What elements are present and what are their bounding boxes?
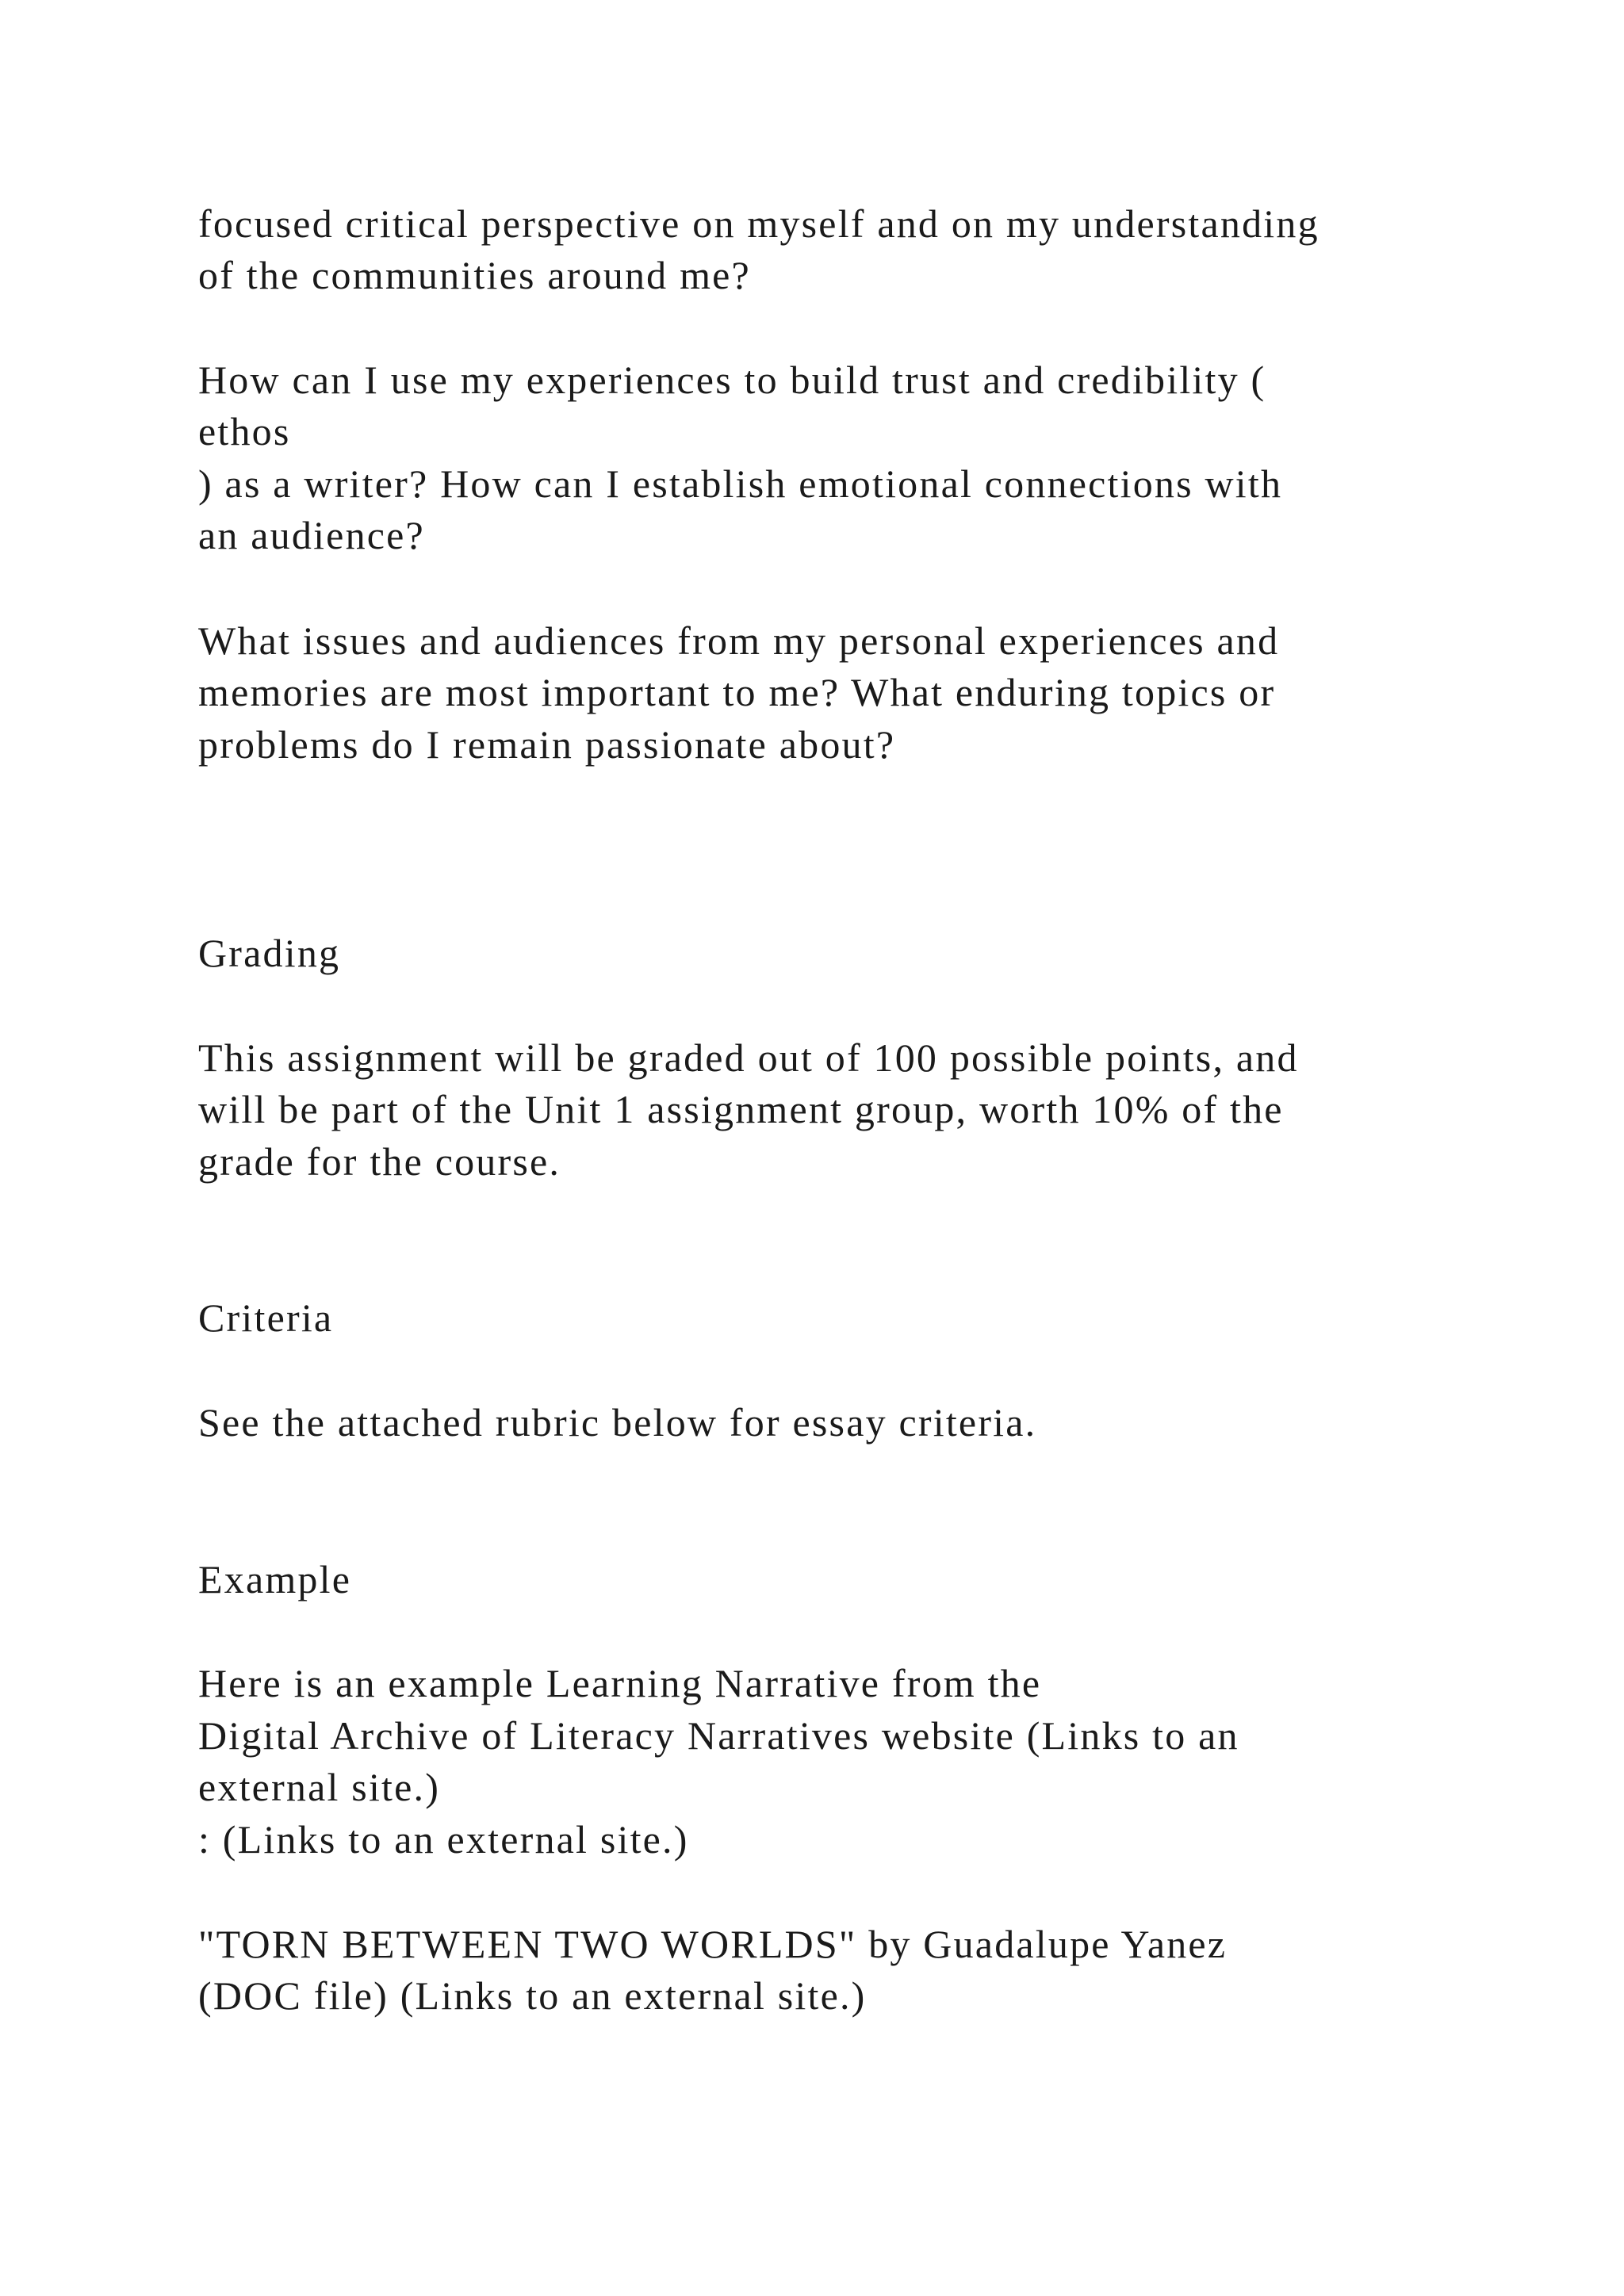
example-link-archive[interactable]: Digital Archive of Literacy Narratives website (Links to an	[198, 1713, 1239, 1758]
example-line-4[interactable]: : (Links to an external site.)	[198, 1817, 689, 1862]
grading-heading: Grading	[198, 931, 341, 975]
example-line-6[interactable]: (DOC file) (Links to an external site.)	[198, 1973, 867, 2018]
criteria-heading: Criteria	[198, 1295, 334, 1340]
criteria-line-1: See the attached rubric below for essay criteria.	[198, 1400, 1037, 1445]
issues-question-line-2: memories are most important to me? What enduring topics or	[198, 670, 1276, 714]
issues-question-line-1: What issues and audiences from my personal experiences and	[198, 618, 1280, 663]
ethos-question-line-4: an audience?	[198, 513, 425, 557]
intro-line-2: of the communities around me?	[198, 253, 751, 297]
issues-question-line-3: problems do I remain passionate about?	[198, 722, 896, 767]
grading-line-2: will be part of the Unit 1 assignment group, worth 10% of the	[198, 1087, 1284, 1131]
ethos-question-line-1: How can I use my experiences to build trust and credibility (	[198, 358, 1266, 402]
example-link-essay[interactable]: "TORN BETWEEN TWO WORLDS" by Guadalupe Yanez	[198, 1922, 1228, 1966]
grading-line-1: This assignment will be graded out of 100 possible points, and	[198, 1035, 1299, 1080]
example-line-1: Here is an example Learning Narrative from the	[198, 1661, 1042, 1705]
ethos-question-line-3: ) as a writer? How can I establish emotional connections with	[198, 461, 1283, 506]
grading-line-3: grade for the course.	[198, 1139, 561, 1184]
example-heading: Example	[198, 1557, 352, 1601]
intro-line-1: focused critical perspective on myself and on my understanding	[198, 201, 1320, 246]
example-line-3[interactable]: external site.)	[198, 1765, 441, 1809]
ethos-question-line-2: ethos	[198, 409, 291, 453]
